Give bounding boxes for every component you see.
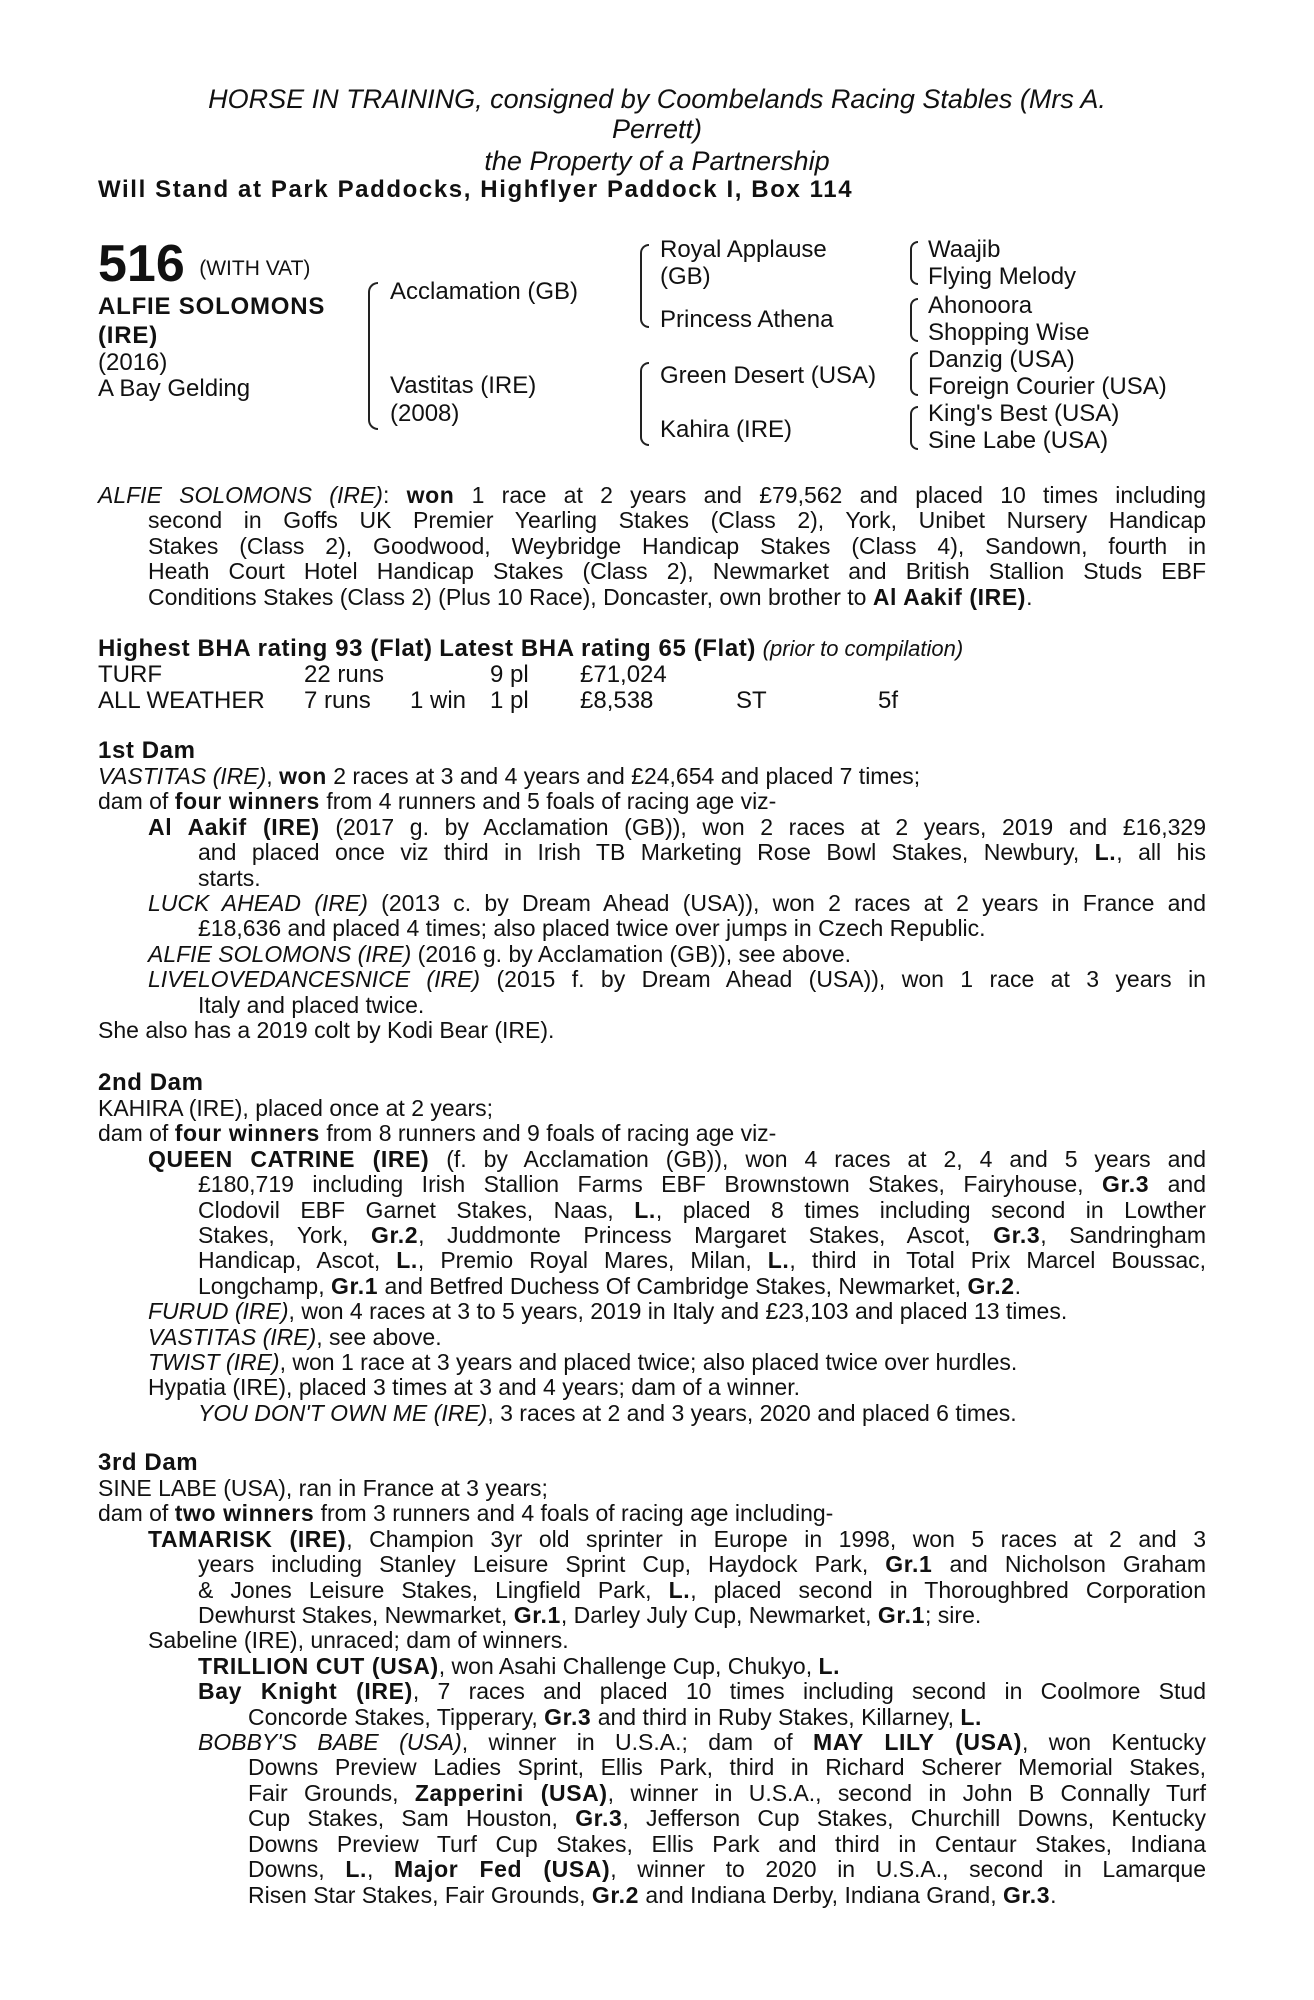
consignor-line-cont: Perrett) <box>611 114 703 144</box>
progeny-line: Concorde Stakes, Tipperary, Gr.3 and third in Ruby Stakes, Killarney, L. <box>248 1703 983 1730</box>
progeny-line: and placed once viz third in Irish TB Marketing Rose Bowl Stakes, Newbury, L., all his <box>198 839 1206 866</box>
progeny-line: FURUD (IRE), won 4 races at 3 to 5 years, 2019 in Italy and £23,103 and placed 13 times. <box>148 1298 1068 1325</box>
summary-line: Heath Court Hotel Handicap Stakes (Class 2), Newmarket and British Stallion Studs EBF <box>148 558 1206 585</box>
progeny-line: Hypatia (IRE), placed 3 times at 3 and 4 years; dam of a winner. <box>148 1374 800 1401</box>
dam-note: She also has a 2019 colt by Kodi Bear (IRE). <box>98 1017 555 1044</box>
vat-label: (WITH VAT) <box>199 257 311 280</box>
progeny-line: years including Stanley Leisure Sprint Cup, Haydock Park, Gr.1 and Nicholson Graham <box>198 1551 1206 1578</box>
pedigree-dsd: Foreign Courier (USA) <box>928 373 1167 400</box>
rating-note: (prior to compilation) <box>762 636 964 661</box>
progeny-line: TRILLION CUT (USA), won Asahi Challenge Cup, Chukyo, L. <box>198 1652 841 1679</box>
progeny-line: Cup Stakes, Sam Houston, Gr.3, Jefferson Cup Stakes, Churchill Downs, Kentucky <box>248 1805 1206 1832</box>
horse-description: A Bay Gelding <box>98 375 251 402</box>
progeny-line: Downs, L., Major Fed (USA), winner to 2020 in U.S.A., second in Lamarque <box>248 1856 1207 1883</box>
progeny-line: Sabeline (IRE), unraced; dam of winners. <box>148 1627 569 1654</box>
first-dam-heading: 1st Dam <box>98 737 196 764</box>
horse-name-line1: ALFIE SOLOMONS <box>98 293 326 320</box>
record-aw-placed: 1 pl <box>490 687 529 714</box>
record-aw-surface: ST <box>736 687 767 714</box>
pedigree-sire-dam: Princess Athena <box>660 306 834 333</box>
dam-line: dam of four winners from 4 runners and 5 foals of racing age viz- <box>98 788 777 815</box>
summary-line: ALFIE SOLOMONS (IRE): won 1 race at 2 years and £79,562 and placed 10 times including <box>98 482 1207 508</box>
record-turf-label: TURF <box>98 661 162 688</box>
consignor-line: HORSE IN TRAINING, consigned by Coombelands Racing Stables (Mrs A. <box>208 84 1106 114</box>
foaling-year: (2016) <box>98 349 168 376</box>
summary-line: Conditions Stakes (Class 2) (Plus 10 Race), Doncaster, own brother to Al Aakif (IRE). <box>148 583 1033 610</box>
pedigree-dam-sire: Green Desert (USA) <box>660 362 877 389</box>
progeny-line: LIVELOVEDANCESNICE (IRE) (2015 f. by Dream Ahead (USA)), won 1 race at 3 years in <box>148 966 1206 993</box>
dam-line: KAHIRA (IRE), placed once at 2 years; <box>98 1095 494 1121</box>
pedigree-sire-sire-cont: (GB) <box>660 263 711 290</box>
record-turf-runs: 22 runs <box>304 661 385 688</box>
sire-dam-brace <box>368 282 378 430</box>
progeny-line: TAMARISK (IRE), Champion 3yr old sprinter in Europe in 1998, won 5 races at 2 and 3 <box>148 1525 1206 1552</box>
progeny-line: Clodovil EBF Garnet Stakes, Naas, L., placed 8 times including second in Lowther <box>198 1196 1206 1223</box>
progeny-line: & Jones Leisure Stakes, Lingfield Park, L., placed second in Thoroughbred Corporation <box>198 1576 1207 1603</box>
pedigree-ssd: Flying Melody <box>928 263 1077 290</box>
progeny-line: LUCK AHEAD (IRE) (2013 c. by Dream Ahead (USA)), won 2 races at 2 years in France and <box>148 890 1206 917</box>
progeny-line: Dewhurst Stakes, Newmarket, Gr.1, Darley July Cup, Newmarket, Gr.1; sire. <box>198 1602 982 1629</box>
progeny-line: Fair Grounds, Zapperini (USA), winner in U.S.A., second in John B Connally Turf <box>248 1779 1207 1806</box>
record-aw-runs: 7 runs <box>304 687 371 714</box>
dam-line: VASTITAS (IRE), won 2 races at 3 and 4 years and £24,654 and placed 7 times; <box>98 763 921 789</box>
third-dam-heading: 3rd Dam <box>98 1449 199 1476</box>
progeny-line: Handicap, Ascot, L., Premio Royal Mares, Milan, L., third in Total Prix Marcel Boussac, <box>198 1247 1207 1274</box>
first-dam-section <box>98 764 1206 1043</box>
pedigree-sire: Acclamation (GB) <box>390 278 579 305</box>
record-turf-placed: 9 pl <box>490 661 529 688</box>
stand-location: Will Stand at Park Paddocks, Highflyer Paddock I, Box 114 <box>98 176 854 203</box>
progeny-line: VASTITAS (IRE), see above. <box>148 1323 442 1350</box>
dam-line: SINE LABE (USA), ran in France at 3 years; <box>98 1475 548 1501</box>
latest-rating: Latest BHA rating 65 (Flat) <box>439 635 756 662</box>
record-aw-earnings: £8,538 <box>580 687 654 714</box>
progeny-line: QUEEN CATRINE (IRE) (f. by Acclamation (GB)), won 4 races at 2, 4 and 5 years and <box>148 1145 1206 1172</box>
second-dam-heading: 2nd Dam <box>98 1069 204 1096</box>
record-aw-label: ALL WEATHER <box>98 687 265 714</box>
record-aw-distance: 5f <box>878 687 899 714</box>
record-aw-wins: 1 win <box>410 687 467 714</box>
pedigree-sds: Ahonoora <box>928 292 1033 319</box>
progeny-line: Downs Preview Ladies Sprint, Ellis Park, third in Richard Scherer Memorial Stakes, <box>248 1754 1206 1781</box>
race-summary <box>98 483 1206 610</box>
pedigree-dds: King's Best (USA) <box>928 400 1120 427</box>
progeny-line: starts. <box>198 864 261 891</box>
progeny-line: Italy and placed twice. <box>198 991 425 1018</box>
progeny-line: Bay Knight (IRE), 7 races and placed 10 times including second in Coolmore Stud <box>198 1678 1206 1705</box>
progeny-line: Al Aakif (IRE) (2017 g. by Acclamation (GB)), won 2 races at 2 years, 2019 and £16,329 <box>148 813 1206 840</box>
pedigree-dam: Vastitas (IRE) <box>390 372 537 399</box>
lot-number: 516 <box>98 235 185 293</box>
highest-rating: Highest BHA rating 93 (Flat) <box>98 635 433 662</box>
horse-name-line2: (IRE) <box>98 322 158 349</box>
record-turf-earnings: £71,024 <box>580 661 667 688</box>
progeny-line: £180,719 including Irish Stallion Farms EBF Brownstown Stakes, Fairyhouse, Gr.3 and <box>198 1171 1206 1198</box>
progeny-line: Risen Star Stakes, Fair Grounds, Gr.2 and Indiana Derby, Indiana Grand, Gr.3. <box>248 1881 1057 1908</box>
summary-line: Stakes (Class 2), Goodwood, Weybridge Handicap Stakes (Class 4), Sandown, fourth in <box>148 532 1206 559</box>
dam-line: dam of four winners from 8 runners and 9 foals of racing age viz- <box>98 1120 777 1147</box>
summary-line: second in Goffs UK Premier Yearling Stakes (Class 2), York, Unibet Nursery Handicap <box>148 507 1206 534</box>
pedigree-dam-dam: Kahira (IRE) <box>660 416 793 443</box>
brace-ss <box>910 241 918 285</box>
progeny-line: £18,636 and placed 4 times; also placed twice over jumps in Czech Republic. <box>198 915 986 942</box>
dam-parents-brace <box>640 362 649 446</box>
progeny-line: TWIST (IRE), won 1 race at 3 years and placed twice; also placed twice over hurdles. <box>148 1349 1018 1376</box>
dam-line: dam of two winners from 3 runners and 4 foals of racing age including- <box>98 1500 834 1527</box>
third-dam-section <box>98 1476 1206 1908</box>
horse-name <box>98 292 325 350</box>
sire-parents-brace <box>640 244 649 328</box>
pedigree-dss: Danzig (USA) <box>928 346 1075 373</box>
pedigree-sire-sire: Royal Applause <box>660 236 827 263</box>
pedigree-dam-year: (2008) <box>390 400 460 427</box>
progeny-line: Stakes, York, Gr.2, Juddmonte Princess Margaret Stakes, Ascot, Gr.3, Sandringham <box>198 1222 1207 1249</box>
progeny-line: YOU DON'T OWN ME (IRE), 3 races at 2 and 3 years, 2020 and placed 6 times. <box>198 1399 1017 1426</box>
pedigree-sss: Waajib <box>928 236 1001 263</box>
owner-line: the Property of a Partnership <box>484 146 830 176</box>
progeny-line: BOBBY'S BABE (USA), winner in U.S.A.; dam of MAY LILY (USA), won Kentucky <box>198 1729 1206 1756</box>
pedigree-sdd: Shopping Wise <box>928 319 1090 346</box>
pedigree-ddd: Sine Labe (USA) <box>928 427 1109 454</box>
progeny-line: ALFIE SOLOMONS (IRE) (2016 g. by Acclamation (GB)), see above. <box>148 940 852 967</box>
second-dam-section <box>98 1096 1206 1426</box>
progeny-line: Downs Preview Turf Cup Stakes, Ellis Park and third in Centaur Stakes, Indiana <box>248 1830 1206 1857</box>
brace-ds <box>910 352 918 396</box>
progeny-line: Longchamp, Gr.1 and Betfred Duchess Of Cambridge Stakes, Newmarket, Gr.2. <box>198 1272 1021 1299</box>
bha-ratings <box>98 636 963 662</box>
brace-dd <box>910 406 918 450</box>
brace-sd <box>910 298 918 342</box>
